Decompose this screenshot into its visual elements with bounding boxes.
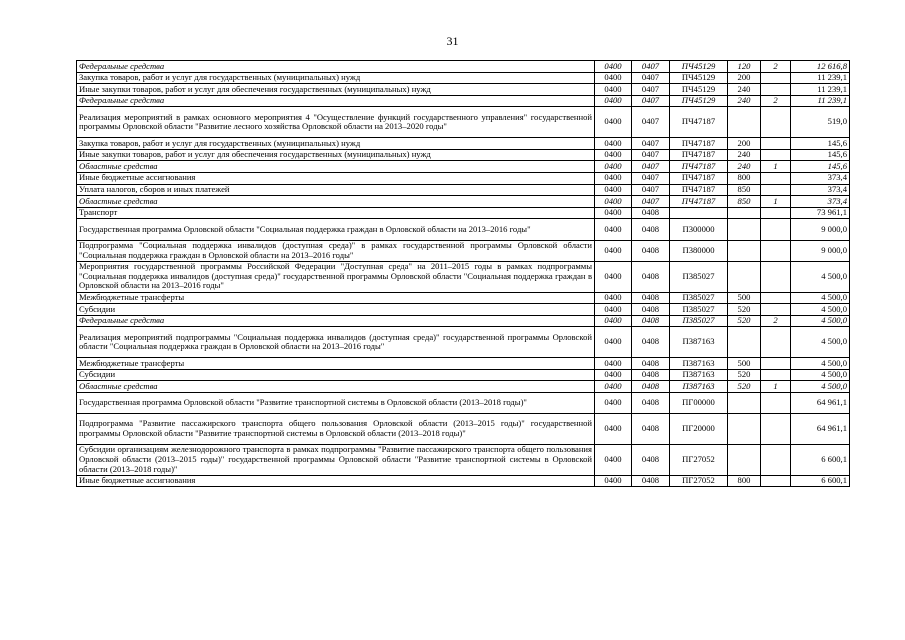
cell-subsection: 0407 [632, 196, 670, 208]
cell-subsection: 0407 [632, 149, 670, 161]
cell-subsection: 0407 [632, 61, 670, 73]
cell-expense-type: 120 [728, 61, 761, 73]
table-row [77, 161, 850, 173]
cell-subsection: 0408 [632, 240, 670, 261]
cell-name: Закупка товаров, работ и услуг для государственных (муниципальных) нужд [77, 138, 595, 150]
cell-funding-source: 1 [761, 196, 791, 208]
cell-name: Закупка товаров, работ и услуг для государственных (муниципальных) нужд [77, 72, 595, 84]
cell-subsection: 0408 [632, 219, 670, 240]
cell-section: 0400 [595, 327, 632, 358]
cell-expense-type: 500 [728, 358, 761, 370]
cell-section: 0400 [595, 107, 632, 138]
cell-name: Субсидии [77, 304, 595, 316]
budget-table-body [77, 61, 850, 487]
cell-amount: 11 239,1 [791, 95, 850, 107]
cell-section: 0400 [595, 95, 632, 107]
cell-target-article: ПЧ47187 [670, 172, 728, 184]
table-row [77, 381, 850, 393]
cell-amount: 6 600,1 [791, 475, 850, 487]
table-row [77, 315, 850, 327]
cell-target-article: ПЧ47187 [670, 184, 728, 196]
cell-target-article: ПЧ45129 [670, 84, 728, 96]
table-row [77, 196, 850, 208]
cell-target-article: П300000 [670, 219, 728, 240]
cell-funding-source [761, 107, 791, 138]
cell-subsection: 0408 [632, 292, 670, 304]
cell-target-article: П380000 [670, 240, 728, 261]
cell-expense-type: 800 [728, 475, 761, 487]
cell-subsection: 0408 [632, 304, 670, 316]
cell-target-article: П387163 [670, 381, 728, 393]
cell-section: 0400 [595, 240, 632, 261]
cell-subsection: 0408 [632, 358, 670, 370]
cell-section: 0400 [595, 138, 632, 150]
cell-subsection: 0408 [632, 369, 670, 381]
page-number: 31 [446, 34, 459, 48]
cell-target-article: ПГ00000 [670, 392, 728, 413]
cell-name: Подпрограмма "Развитие пассажирского транспорта общего пользования Орловской области (2013–2015 годы)" государственной программы Орловской области "Развитие транспортной системы в Орловской области (2013–2018 годы)" [77, 414, 595, 445]
cell-section: 0400 [595, 184, 632, 196]
cell-amount: 145,6 [791, 161, 850, 173]
cell-funding-source [761, 219, 791, 240]
cell-funding-source [761, 327, 791, 358]
table-row [77, 95, 850, 107]
cell-subsection: 0408 [632, 327, 670, 358]
cell-funding-source [761, 184, 791, 196]
cell-target-article: ПГ20000 [670, 414, 728, 445]
cell-expense-type [728, 392, 761, 413]
cell-expense-type: 520 [728, 304, 761, 316]
cell-subsection: 0407 [632, 95, 670, 107]
cell-expense-type: 520 [728, 381, 761, 393]
cell-expense-type [728, 261, 761, 292]
cell-subsection: 0408 [632, 444, 670, 475]
cell-target-article: ПЧ47187 [670, 196, 728, 208]
cell-subsection: 0408 [632, 475, 670, 487]
cell-expense-type: 200 [728, 72, 761, 84]
table-row [77, 414, 850, 445]
cell-section: 0400 [595, 207, 632, 219]
table-row [77, 61, 850, 73]
cell-expense-type [728, 240, 761, 261]
table-row [77, 149, 850, 161]
cell-amount: 64 961,1 [791, 392, 850, 413]
cell-funding-source [761, 444, 791, 475]
cell-amount: 4 500,0 [791, 358, 850, 370]
cell-funding-source: 1 [761, 161, 791, 173]
cell-target-article: ПЧ47187 [670, 149, 728, 161]
cell-expense-type: 500 [728, 292, 761, 304]
cell-amount: 11 239,1 [791, 72, 850, 84]
cell-name: Областные средства [77, 161, 595, 173]
cell-subsection: 0407 [632, 161, 670, 173]
cell-subsection: 0407 [632, 138, 670, 150]
cell-section: 0400 [595, 261, 632, 292]
cell-expense-type: 240 [728, 84, 761, 96]
cell-subsection: 0407 [632, 184, 670, 196]
cell-target-article: ПЧ47187 [670, 107, 728, 138]
table-row [77, 138, 850, 150]
cell-amount: 4 500,0 [791, 369, 850, 381]
cell-name: Мероприятия государственной программы Российской Федерации "Доступная среда" на 2011–2015 годы в рамках подпрограммы "Социальная поддержка инвалидов (доступная среда)" государственной программы Орловской области "Социальная поддержка граждан в Орловской области на 2013–2016 годы" [77, 261, 595, 292]
cell-expense-type: 850 [728, 184, 761, 196]
cell-name: Федеральные средства [77, 95, 595, 107]
cell-name: Субсидии [77, 369, 595, 381]
table-row [77, 369, 850, 381]
cell-target-article: ПЧ47187 [670, 161, 728, 173]
cell-section: 0400 [595, 292, 632, 304]
cell-expense-type [728, 219, 761, 240]
cell-funding-source [761, 261, 791, 292]
cell-name: Иные закупки товаров, работ и услуг для обеспечения государственных (муниципальных) нужд [77, 84, 595, 96]
cell-section: 0400 [595, 172, 632, 184]
table-row [77, 304, 850, 316]
cell-funding-source [761, 369, 791, 381]
cell-amount: 519,0 [791, 107, 850, 138]
cell-expense-type: 240 [728, 161, 761, 173]
cell-subsection: 0407 [632, 84, 670, 96]
cell-section: 0400 [595, 444, 632, 475]
cell-amount: 4 500,0 [791, 381, 850, 393]
table-row [77, 172, 850, 184]
cell-name: Иные бюджетные ассигнования [77, 475, 595, 487]
cell-target-article: П385027 [670, 315, 728, 327]
cell-section: 0400 [595, 161, 632, 173]
cell-name: Федеральные средства [77, 61, 595, 73]
cell-expense-type: 520 [728, 369, 761, 381]
cell-amount: 145,6 [791, 149, 850, 161]
cell-subsection: 0407 [632, 172, 670, 184]
cell-section: 0400 [595, 358, 632, 370]
cell-name: Областные средства [77, 381, 595, 393]
cell-subsection: 0407 [632, 107, 670, 138]
cell-amount: 9 000,0 [791, 219, 850, 240]
cell-funding-source [761, 72, 791, 84]
cell-funding-source [761, 475, 791, 487]
cell-name: Межбюджетные трансферты [77, 292, 595, 304]
cell-target-article [670, 207, 728, 219]
cell-target-article: ПЧ47187 [670, 138, 728, 150]
cell-amount: 9 000,0 [791, 240, 850, 261]
table-row [77, 219, 850, 240]
cell-expense-type [728, 207, 761, 219]
cell-funding-source [761, 207, 791, 219]
cell-name: Иные бюджетные ассигнования [77, 172, 595, 184]
table-row [77, 392, 850, 413]
table-row [77, 84, 850, 96]
cell-section: 0400 [595, 149, 632, 161]
table-row [77, 240, 850, 261]
cell-subsection: 0408 [632, 315, 670, 327]
cell-target-article: П385027 [670, 292, 728, 304]
cell-name: Транспорт [77, 207, 595, 219]
cell-funding-source: 2 [761, 315, 791, 327]
cell-expense-type [728, 107, 761, 138]
cell-funding-source [761, 138, 791, 150]
cell-expense-type: 520 [728, 315, 761, 327]
cell-section: 0400 [595, 369, 632, 381]
cell-amount: 4 500,0 [791, 327, 850, 358]
cell-amount: 373,4 [791, 184, 850, 196]
cell-subsection: 0408 [632, 381, 670, 393]
cell-subsection: 0408 [632, 392, 670, 413]
cell-funding-source [761, 414, 791, 445]
cell-subsection: 0407 [632, 72, 670, 84]
cell-amount: 11 239,1 [791, 84, 850, 96]
cell-amount: 4 500,0 [791, 292, 850, 304]
cell-amount: 145,6 [791, 138, 850, 150]
cell-section: 0400 [595, 61, 632, 73]
table-row [77, 184, 850, 196]
cell-section: 0400 [595, 84, 632, 96]
cell-amount: 12 616,8 [791, 61, 850, 73]
cell-name: Областные средства [77, 196, 595, 208]
table-row [77, 107, 850, 138]
table-row [77, 207, 850, 219]
budget-table [76, 60, 850, 487]
cell-target-article: П385027 [670, 261, 728, 292]
cell-target-article: ПЧ45129 [670, 95, 728, 107]
cell-funding-source: 2 [761, 95, 791, 107]
cell-funding-source [761, 304, 791, 316]
cell-name: Субсидии организациям железнодорожного транспорта в рамках подпрограммы "Развитие пассажирского транспорта общего пользования Орловской области (2013–2015 годы)" государственной программы Орловской области "Развитие транспортной системы в Орловской области (2013–2018 годы)" [77, 444, 595, 475]
cell-expense-type: 240 [728, 149, 761, 161]
cell-target-article: П387163 [670, 358, 728, 370]
cell-amount: 373,4 [791, 172, 850, 184]
cell-amount: 4 500,0 [791, 315, 850, 327]
cell-amount: 373,4 [791, 196, 850, 208]
cell-amount: 64 961,1 [791, 414, 850, 445]
cell-target-article: П385027 [670, 304, 728, 316]
cell-name: Межбюджетные трансферты [77, 358, 595, 370]
table-row [77, 261, 850, 292]
cell-target-article: П387163 [670, 327, 728, 358]
cell-amount: 4 500,0 [791, 261, 850, 292]
cell-expense-type [728, 327, 761, 358]
cell-expense-type [728, 444, 761, 475]
table-row [77, 72, 850, 84]
cell-target-article: ПЧ45129 [670, 72, 728, 84]
cell-target-article: ПГ27052 [670, 475, 728, 487]
cell-target-article: ПГ27052 [670, 444, 728, 475]
cell-expense-type: 800 [728, 172, 761, 184]
cell-expense-type: 200 [728, 138, 761, 150]
cell-name: Федеральные средства [77, 315, 595, 327]
cell-name: Государственная программа Орловской области "Социальная поддержка граждан в Орловской области на 2013–2016 годы" [77, 219, 595, 240]
cell-section: 0400 [595, 381, 632, 393]
cell-target-article: ПЧ45129 [670, 61, 728, 73]
cell-funding-source [761, 84, 791, 96]
cell-section: 0400 [595, 304, 632, 316]
cell-name: Иные закупки товаров, работ и услуг для обеспечения государственных (муниципальных) нужд [77, 149, 595, 161]
cell-subsection: 0408 [632, 261, 670, 292]
cell-expense-type: 850 [728, 196, 761, 208]
cell-funding-source: 2 [761, 61, 791, 73]
cell-section: 0400 [595, 414, 632, 445]
cell-subsection: 0408 [632, 207, 670, 219]
cell-subsection: 0408 [632, 414, 670, 445]
cell-funding-source [761, 358, 791, 370]
cell-funding-source: 1 [761, 381, 791, 393]
cell-funding-source [761, 172, 791, 184]
cell-funding-source [761, 392, 791, 413]
cell-funding-source [761, 292, 791, 304]
cell-funding-source [761, 149, 791, 161]
cell-expense-type [728, 414, 761, 445]
table-row [77, 358, 850, 370]
cell-name: Реализация мероприятий подпрограммы "Социальная поддержка инвалидов (доступная среда)" государственной программы Орловской области "Социальная поддержка граждан в Орловской области на 2013–2016 годы" [77, 327, 595, 358]
table-row [77, 444, 850, 475]
cell-section: 0400 [595, 72, 632, 84]
cell-section: 0400 [595, 475, 632, 487]
cell-name: Подпрограмма "Социальная поддержка инвалидов (доступная среда)" в рамках государственной программы Орловской области "Социальная поддержка граждан в Орловской области на 2013–2016 годы" [77, 240, 595, 261]
cell-amount: 4 500,0 [791, 304, 850, 316]
table-row [77, 292, 850, 304]
cell-name: Реализация мероприятий в рамках основного мероприятия 4 "Осуществление функций государственного управления" государственной программы Орловской области "Развитие лесного хозяйства Орловской области на 2013–2020 годы" [77, 107, 595, 138]
cell-section: 0400 [595, 392, 632, 413]
cell-expense-type: 240 [728, 95, 761, 107]
cell-funding-source [761, 240, 791, 261]
table-row [77, 475, 850, 487]
table-row [77, 327, 850, 358]
cell-section: 0400 [595, 219, 632, 240]
cell-section: 0400 [595, 196, 632, 208]
cell-target-article: П387163 [670, 369, 728, 381]
cell-section: 0400 [595, 315, 632, 327]
cell-name: Государственная программа Орловской области "Развитие транспортной системы в Орловской области (2013–2018 годы)" [77, 392, 595, 413]
cell-amount: 6 600,1 [791, 444, 850, 475]
cell-name: Уплата налогов, сборов и иных платежей [77, 184, 595, 196]
cell-amount: 73 961,1 [791, 207, 850, 219]
